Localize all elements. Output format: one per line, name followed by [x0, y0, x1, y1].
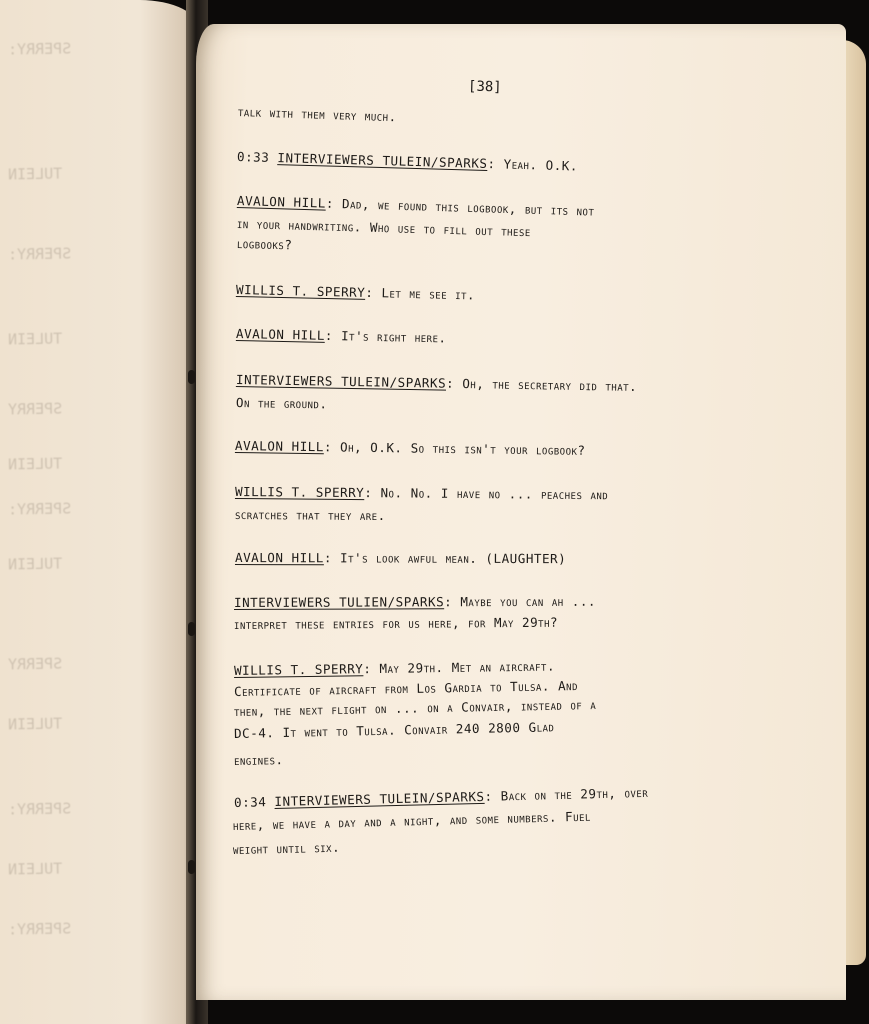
speaker-name: AVALON HILL: [236, 193, 327, 211]
speaker-name: WILLIS T. SPERRY: [233, 661, 364, 678]
transcript-line: [236, 372, 637, 394]
transcript-line: [236, 326, 447, 345]
facing-page-ghost-text: SPERRY:: [7, 39, 72, 59]
facing-page-ghost-text: TULEIN: [7, 329, 63, 349]
line-text: : Let me see it.: [365, 284, 476, 303]
transcript-line: [233, 809, 591, 833]
transcript-line: [238, 104, 397, 124]
transcript-line: [234, 697, 597, 719]
line-text: : No. No. I have no ... peaches and: [364, 485, 609, 503]
line-text: : May 29th. Met an aircraft.: [363, 658, 556, 677]
facing-page-ghost-text: SPERRY:: [7, 499, 72, 519]
transcript-line: [235, 550, 566, 566]
speaker-name: WILLIS T. SPERRY: [234, 484, 365, 501]
facing-page-ghost-text: TULEIN: [7, 859, 63, 879]
line-text: here, we have a day and a night, and some numbers. Fuel: [232, 808, 592, 833]
line-text: scratches that they are.: [234, 507, 386, 524]
line-text: : Back on the 29th, over: [484, 784, 649, 804]
transcript-line: [234, 752, 284, 768]
facing-page-ghost-text: SPERRY:: [7, 919, 72, 939]
line-text: : Yeah. O.K.: [487, 155, 579, 174]
transcript-line: [234, 678, 578, 699]
facing-page-ghost-text: SPERRY: [7, 399, 63, 419]
speaker-name: INTERVIEWERS TULEIN/SPARKS: [274, 788, 485, 810]
facing-page-ghost-text: SPERRY:: [7, 244, 72, 264]
transcript-line: [237, 193, 595, 219]
line-text: weight until six.: [232, 839, 341, 857]
timestamp: 0:33: [236, 149, 270, 165]
line-text: engines.: [233, 752, 284, 768]
line-text: : Oh, O.K. So this isn't your logbook?: [323, 439, 586, 458]
facing-page-ghost-text: TULEIN: [7, 714, 63, 734]
transcript-line: [237, 236, 293, 252]
line-text: : Maybe you can ah ...: [444, 593, 597, 610]
facing-page-ghost-text: SPERRY:: [7, 799, 72, 819]
line-text: On the ground.: [235, 395, 328, 412]
transcript-line: [234, 659, 555, 678]
transcript-line: [236, 282, 475, 302]
facing-page-ghost-text: SPERRY: [7, 654, 63, 674]
transcript-line: [237, 149, 578, 174]
transcript-line: [235, 484, 608, 502]
page-number: [38]: [467, 78, 502, 96]
facing-page-ghost-text: TULEIN: [7, 554, 63, 574]
speaker-name: INTERVIEWERS TULIEN/SPARKS: [233, 594, 445, 610]
timestamp: 0:34: [233, 794, 267, 810]
line-text: DC-4. It went to Tulsa. Convair 240 2800 Glad: [233, 719, 555, 741]
speaker-name: INTERVIEWERS TULEIN/SPARKS: [277, 150, 488, 171]
transcript-line: [233, 840, 340, 857]
transcript-line: [235, 507, 386, 523]
line-text: : Oh, the secretary did that.: [445, 375, 638, 395]
facing-page-ghost-text: TULEIN: [7, 454, 63, 474]
line-text: interpret these entries for us here, for May 29th?: [233, 614, 559, 632]
line-text: then, the next flight on ... on a Convair, instead of a: [233, 697, 597, 719]
speaker-name: WILLIS T. SPERRY: [235, 282, 366, 300]
transcript-line: [234, 785, 649, 810]
transcript-line: [236, 395, 328, 411]
line-text: : Dad, we found this logbook, but its not: [325, 195, 595, 219]
line-text: logbooks?: [236, 236, 293, 253]
speaker-name: AVALON HILL: [235, 326, 326, 343]
line-text: : It's right here.: [324, 327, 447, 346]
speaker-name: AVALON HILL: [234, 550, 324, 566]
line-text: : It's look awful mean. (LAUGHTER): [323, 550, 567, 567]
transcript-line: [234, 615, 558, 632]
line-text: Certificate of aircraft from Los Gardia to Tulsa. And: [233, 677, 579, 699]
transcript-line: [234, 594, 596, 610]
line-text: in your handwriting. Who use to fill out these: [236, 216, 531, 240]
transcript-line: [235, 438, 586, 458]
facing-page-ghost-text: TULEIN: [7, 164, 63, 184]
speaker-name: AVALON HILL: [234, 438, 325, 455]
line-text: talk with them very much.: [237, 104, 397, 125]
transcript-line: [234, 719, 555, 741]
speaker-name: INTERVIEWERS TULEIN/SPARKS: [235, 372, 447, 391]
transcript-line: [237, 216, 531, 239]
